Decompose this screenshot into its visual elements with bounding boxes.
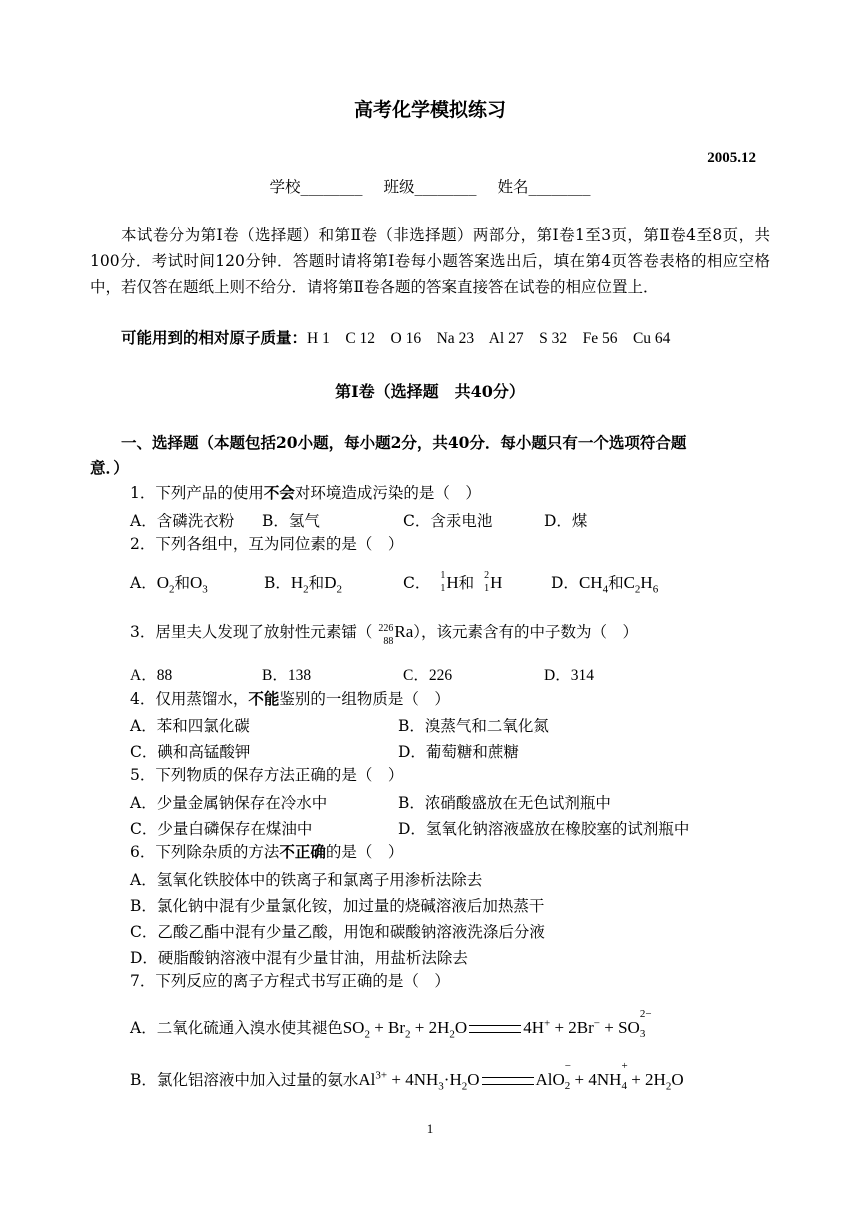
q3-option-a: A．88 <box>130 667 173 684</box>
atomic-mass-label: 可能用到的相对原子质量： <box>121 328 308 347</box>
intro-paragraph: 本试卷分为第Ⅰ卷（选择题）和第Ⅱ卷（非选择题）两部分，第Ⅰ卷1至3页，第Ⅱ卷4至8页，共100分．考试时间120分钟．答题时请将第Ⅰ卷每小题答案选出后，填在第4页答卷表格的相应空格中，若仅答在题纸上则不给分．请将第Ⅱ卷各题的答案直接答在试卷的相应位置上． <box>90 226 770 296</box>
q2-a-label: A． <box>130 574 157 592</box>
q7-a-label: A．二氧化硫通入溴水使其褪色 <box>130 1019 343 1037</box>
q3-stem-end: ），该元素含有的中子数为（ ） <box>413 623 639 641</box>
q3-option-b: B．138 <box>262 667 312 684</box>
q2-b-label: B． <box>264 574 291 592</box>
q6-stem: 6．下列除杂质的方法 <box>130 843 280 861</box>
part-heading-line1: 一、选择题（本题包括20小题，每小题2分，共40分．每小题只有一个选项符合题 <box>121 433 687 452</box>
question-7: 7．下列反应的离子方程式书写正确的是（ ） <box>130 972 450 990</box>
q2-option-b: B．$H_2$和$D_2$ <box>264 573 342 596</box>
q2-d-and: 和 <box>608 574 624 592</box>
question-2: 2．下列各组中，互为同位素的是（ ） <box>130 535 404 553</box>
q4-stem: 4．仅用蒸馏水， <box>130 690 249 708</box>
page-number: 1 <box>426 1121 434 1136</box>
q7-option-b: B．氯化铝溶液中加入过量的氨水$Al^{3+} + 4NH_3\cdot H_2O$ AlO $_{- 2}$ + 4NH $_{+ 4} + 2H_2O$ <box>130 1060 684 1093</box>
q2-a-and: 和 <box>174 574 190 592</box>
atomic-mass-line <box>121 328 670 349</box>
q3-option-c: C．226 <box>403 667 453 684</box>
q5-option-a: A．少量金属钠保存在冷水中 <box>130 794 328 812</box>
q6-option-d: D．硬脂酸钠溶液中混有少量甘油，用盐析法除去 <box>130 949 468 967</box>
q3-option-d: D．314 <box>544 667 594 684</box>
q4-stem-end: 鉴别的一组物质是（ ） <box>279 690 450 708</box>
section-title: 第Ⅰ卷（选择题 共40分） <box>335 382 525 401</box>
atomic-mass-values: H 1 C 12 O 16 Na 23 Al 27 S 32 Fe 56 Cu 64 <box>307 330 671 347</box>
question-6 <box>130 842 403 862</box>
name-field: 姓名________ <box>497 178 591 196</box>
question-4 <box>130 689 450 709</box>
q2-option-c: C． 1 1 H和 2 1 H <box>403 570 503 594</box>
q1-option-d: D．煤 <box>544 512 588 530</box>
q6-option-c: C．乙酸乙酯中混有少量乙酸，用饱和碳酸钠溶液洗涤后分液 <box>130 923 545 941</box>
q5-option-c: C．少量白磷保存在煤油中 <box>130 820 313 838</box>
q6-option-b: B．氯化钠中混有少量氯化铵，加过量的烧碱溶液后加热蒸干 <box>130 897 545 915</box>
part-heading-line2: 意．） <box>90 458 129 477</box>
q5-option-b: B．浓硝酸盛放在无色试剂瓶中 <box>398 794 611 812</box>
question-5: 5．下列物质的保存方法正确的是（ ） <box>130 766 404 784</box>
q4-option-c: C．碘和高锰酸钾 <box>130 743 251 761</box>
q4-option-b: B．溴蒸气和二氧化氮 <box>398 717 549 735</box>
q2-c-label: C． <box>403 574 431 592</box>
q6-option-a: A．氢氧化铁胶体中的铁离子和氯离子用渗析法除去 <box>130 871 483 889</box>
q7-option-a: A．二氧化硫通入溴水使其褪色$SO_2 + Br_2 + 2H_2O$ 4H+ + 2Br− + SO $_{2- 3}$ <box>130 1008 652 1041</box>
q1-stem-end: 对环境造成污染的是（ ） <box>294 484 481 502</box>
q2-d-label: D． <box>551 574 579 592</box>
student-info-line <box>0 175 860 197</box>
q1-emphasis: 不会 <box>263 484 295 502</box>
q1-stem: 1．下列产品的使用 <box>130 484 264 502</box>
q6-stem-end: 的是（ ） <box>325 843 404 861</box>
q4-emphasis: 不能 <box>248 690 280 708</box>
q4-option-a: A．苯和四氯化碳 <box>130 717 250 735</box>
q1-option-a: A．含磷洗衣粉 <box>130 512 235 530</box>
q1-option-c: C．含汞电池 <box>403 512 493 530</box>
question-3: 3．居里夫人发现了放射性元素镭（ 226 88 Ra），该元素含有的中子数为（ ） <box>130 622 639 647</box>
exam-date: 2005.12 <box>707 150 756 166</box>
q4-option-d: D．葡萄糖和蔗糖 <box>398 743 519 761</box>
q2-b-and: 和 <box>308 574 325 592</box>
page-title: 高考化学模拟练习 <box>353 99 506 121</box>
q5-option-d: D．氢氧化钠溶液盛放在橡胶塞的试剂瓶中 <box>398 820 690 838</box>
q3-stem: 3．居里夫人发现了放射性元素镭（ <box>130 623 373 641</box>
q2-option-d: D．$CH_4$和$C_2H_6$ <box>551 573 659 596</box>
q6-emphasis: 不正确 <box>279 843 326 861</box>
q1-option-b: B．氢气 <box>262 512 320 530</box>
class-field: 班级________ <box>383 178 477 196</box>
q2-c-and: 和 <box>458 574 475 592</box>
school-field: 学校________ <box>269 178 363 196</box>
question-1 <box>130 483 481 503</box>
q7-b-label: B．氯化铝溶液中加入过量的氨水 <box>130 1071 359 1089</box>
q2-option-a: A．$O_2$和$O_3$ <box>130 573 208 596</box>
